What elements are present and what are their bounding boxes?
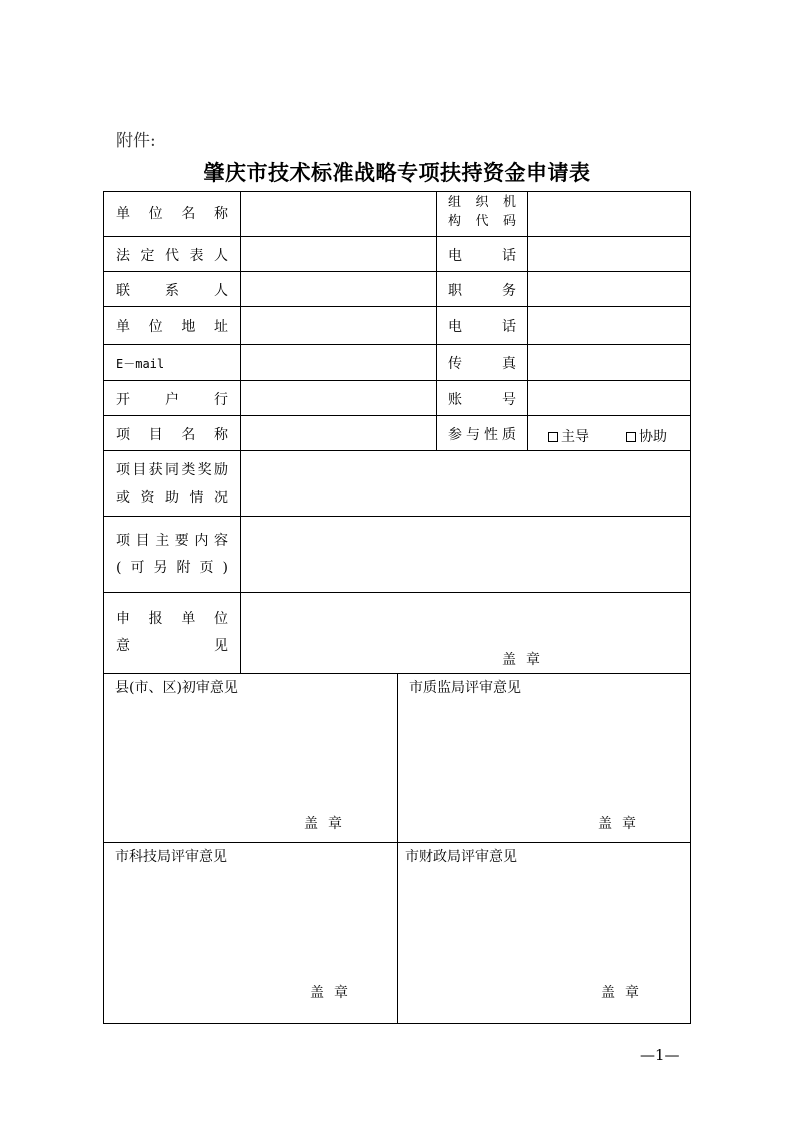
- bank-label: 开户行: [116, 392, 228, 408]
- content-label: (可另附页): [116, 560, 228, 576]
- contact-field[interactable]: [241, 272, 436, 306]
- county-review-label: 县(市、区)初审意见: [115, 680, 238, 696]
- finance-review-label: 市财政局评审意见: [405, 849, 517, 865]
- opinion-field[interactable]: [241, 593, 690, 673]
- awards-label: 或资助情况: [116, 490, 228, 506]
- lead-checkbox[interactable]: [548, 432, 558, 442]
- project-name-label: 项目名称: [116, 427, 228, 443]
- science-review-label: 市科技局评审意见: [115, 849, 227, 865]
- application-form: [103, 191, 691, 1024]
- page-number: —1—: [640, 1046, 680, 1064]
- assist-option-label: 协助: [639, 429, 667, 445]
- lead-option-label: 主导: [561, 429, 589, 445]
- awards-field[interactable]: [241, 451, 690, 516]
- content-field[interactable]: [241, 517, 690, 592]
- position-label: 职务: [448, 283, 516, 299]
- unit-name-field[interactable]: [241, 192, 436, 236]
- position-field[interactable]: [528, 272, 690, 306]
- legal-rep-label: 法定代表人: [116, 248, 228, 264]
- project-name-field[interactable]: [241, 416, 436, 450]
- phone-field[interactable]: [528, 237, 690, 271]
- county-review-field[interactable]: [104, 674, 397, 842]
- unit-name-label: 单位名称: [116, 206, 228, 222]
- attachment-label: 附件:: [116, 131, 156, 151]
- county-review-seal: 盖章: [304, 816, 352, 832]
- quality-review-field[interactable]: [398, 674, 690, 842]
- awards-label: 项目获同类奖励: [116, 462, 228, 478]
- quality-review-label: 市质监局评审意见: [409, 680, 521, 696]
- address-label: 单位地址: [116, 319, 228, 335]
- form-title: 肇庆市技术标准战略专项扶持资金申请表: [203, 160, 591, 185]
- phone-label: 电话: [448, 248, 516, 264]
- science-review-field[interactable]: [104, 843, 397, 1023]
- org-code-label: 组织机: [448, 195, 516, 210]
- email-label: E－mail: [116, 357, 165, 371]
- finance-review-seal: 盖章: [601, 985, 649, 1001]
- phone2-field[interactable]: [528, 307, 690, 344]
- assist-checkbox[interactable]: [626, 432, 636, 442]
- science-review-seal: 盖章: [310, 985, 358, 1001]
- assist-option[interactable]: [626, 426, 667, 446]
- phone2-label: 电话: [448, 319, 516, 335]
- fax-label: 传真: [448, 356, 516, 372]
- email-field[interactable]: [241, 345, 436, 380]
- applicant-seal: 盖章: [502, 652, 550, 668]
- opinion-label: 申报单位: [116, 611, 228, 627]
- contact-label: 联系人: [116, 283, 228, 299]
- quality-review-seal: 盖章: [598, 816, 646, 832]
- legal-rep-field[interactable]: [241, 237, 436, 271]
- content-label: 项目主要内容: [116, 533, 228, 549]
- fax-field[interactable]: [528, 345, 690, 380]
- org-code-field[interactable]: [528, 192, 690, 236]
- lead-option[interactable]: [548, 426, 589, 446]
- account-field[interactable]: [528, 381, 690, 415]
- participation-label: 参与性质: [448, 427, 516, 443]
- finance-review-field[interactable]: [398, 843, 690, 1023]
- org-code-label: 构代码: [448, 214, 516, 229]
- bank-field[interactable]: [241, 381, 436, 415]
- account-label: 账号: [448, 392, 516, 408]
- address-field[interactable]: [241, 307, 436, 344]
- col-divider: [436, 192, 437, 450]
- opinion-label: 意见: [116, 638, 228, 654]
